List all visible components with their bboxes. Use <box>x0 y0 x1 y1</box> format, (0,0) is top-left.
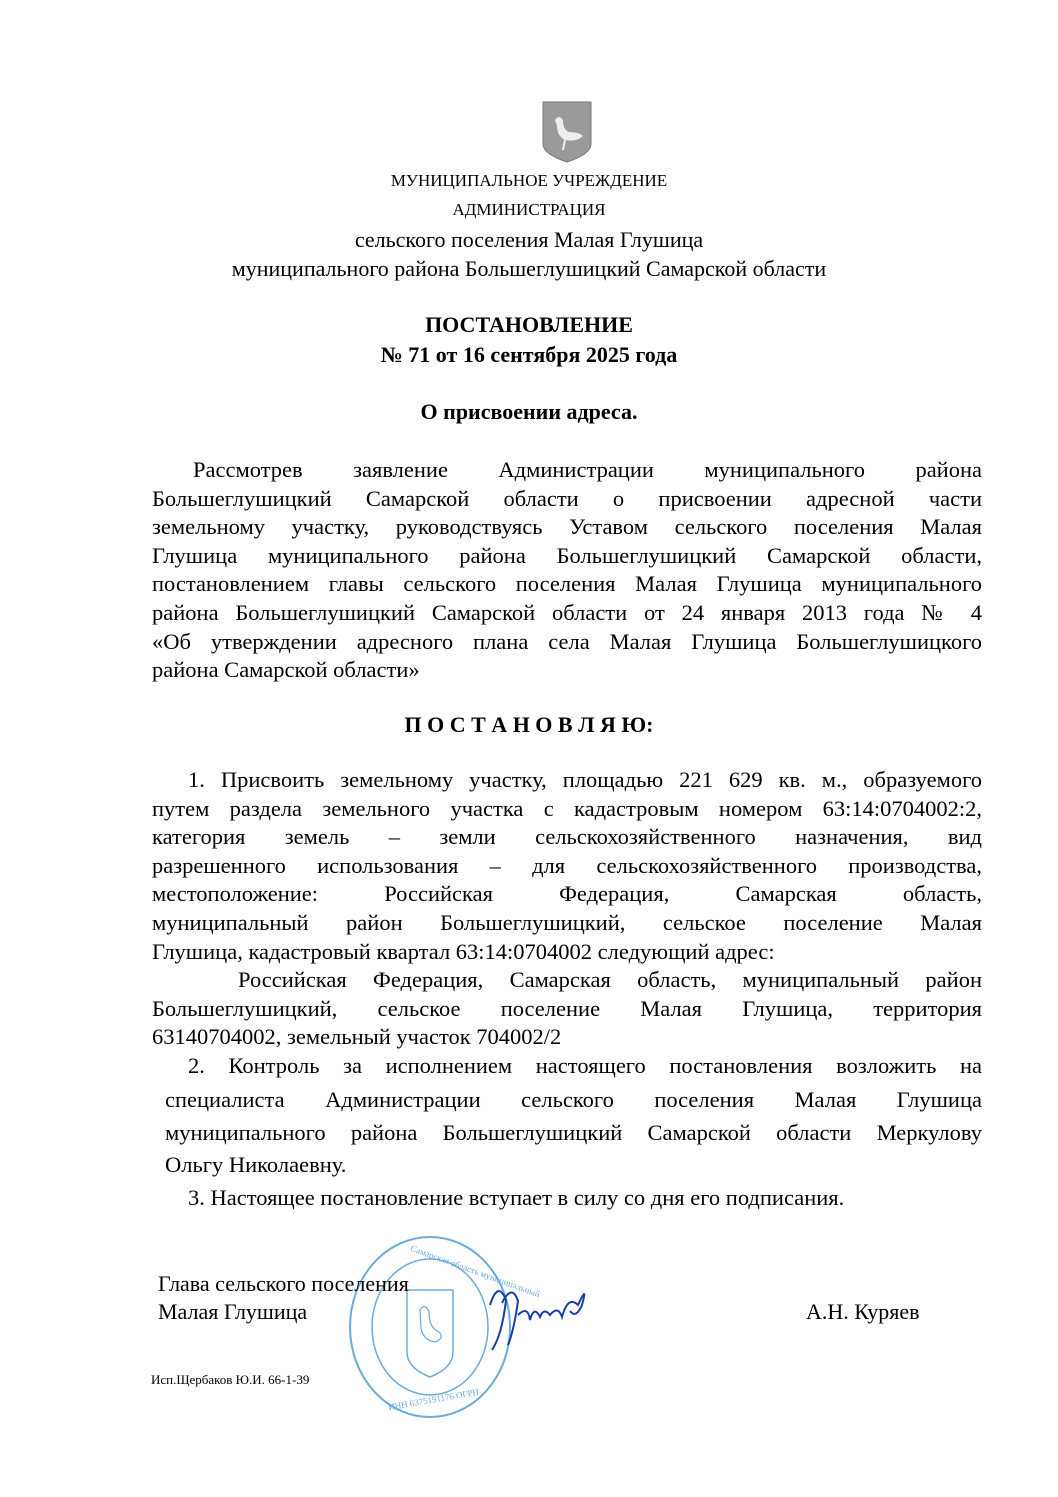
executor-note: Исп.Щербаков Ю.И. 66-1-39 <box>151 1372 310 1387</box>
text-line: местоположение: Российская Федерация, Самарская область, <box>152 881 982 906</box>
text-line: Рассмотрев заявление Администрации муниципального района <box>193 457 982 482</box>
header-line-3: сельского поселения Малая Глушица <box>354 227 704 252</box>
item-3: 3. Настоящее постановление вступает в силу со дня его подписания. <box>188 1185 845 1210</box>
doc-type: ПОСТАНОВЛЕНИЕ <box>425 312 633 337</box>
text-line: муниципального района Большеглушицкий Самарской области Меркулову <box>165 1120 982 1145</box>
text-line: 1. Присвоить земельному участку, площадью 221 629 кв. м., образуемого <box>188 767 982 792</box>
header-line-2: АДМИНИСТРАЦИЯ <box>452 200 606 219</box>
handwritten-signature <box>478 1275 598 1355</box>
text-line: «Об утверждении адресного плана села Малая Глушица Большеглушицкого <box>152 629 982 654</box>
text-line: Глушица, кадастровый квартал 63:14:0704002 следующий адрес: <box>152 939 775 964</box>
text-line: путем раздела земельного участка с кадастровым номером 63:14:0704002:2, <box>152 796 982 821</box>
text-line: разрешенного использования – для сельскохозяйственного производства, <box>152 853 982 878</box>
svg-text:Самарская область муниципальны: Самарская область муниципальный <box>409 1243 542 1300</box>
text-line: Большеглушицкий Самарской области о присвоении адресной части <box>152 486 982 511</box>
text-line: Российская Федерация, Самарская область, муниципальный район <box>238 967 982 992</box>
header-line-4: муниципального района Большеглушицкий Самарской области <box>231 256 827 281</box>
signatory-position-line-2: Малая Глушица <box>158 1299 308 1324</box>
resolve-heading: П О С Т А Н О В Л Я Ю: <box>404 712 654 737</box>
svg-text:ИНН 6375191176 ОГРН: ИНН 6375191176 ОГРН <box>387 1386 480 1413</box>
text-line: Ольгу Николаевну. <box>165 1152 347 1177</box>
text-line: 2. Контроль за исполнением настоящего постановления возложить на <box>188 1053 982 1078</box>
coat-of-arms-bird-icon <box>541 100 593 164</box>
signatory-name: А.Н. Куряев <box>806 1299 920 1324</box>
signatory-position-line-1: Глава сельского поселения <box>158 1271 409 1296</box>
text-line: Глушица муниципального района Большеглушицкий Самарской области, <box>152 543 982 568</box>
doc-number-date: № 71 от 16 сентября 2025 года <box>380 342 678 367</box>
header-line-1: МУНИЦИПАЛЬНОЕ УЧРЕЖДЕНИЕ <box>390 171 668 190</box>
text-line: муниципальный район Большеглушицкий, сельское поселение Малая <box>152 910 982 935</box>
text-line: Большеглушицкий, сельское поселение Малая Глушица, территория <box>152 996 982 1021</box>
doc-subject: О присвоении адреса. <box>420 399 638 424</box>
text-line: специалиста Администрации сельского поселения Малая Глушица <box>165 1087 982 1112</box>
text-line: земельному участку, руководствуясь Уставом сельского поселения Малая <box>152 514 982 539</box>
text-line: 63140704002, земельный участок 704002/2 <box>152 1024 562 1049</box>
text-line: категория земель – земли сельскохозяйственного назначения, вид <box>152 824 982 849</box>
text-line: района Самарской области» <box>152 657 420 682</box>
coat-of-arms <box>541 100 593 164</box>
text-line: района Большеглушицкий Самарской области от 24 января 2013 года № 4 <box>152 600 982 625</box>
text-line: постановлением главы сельского поселения Малая Глушица муниципального <box>152 571 982 596</box>
